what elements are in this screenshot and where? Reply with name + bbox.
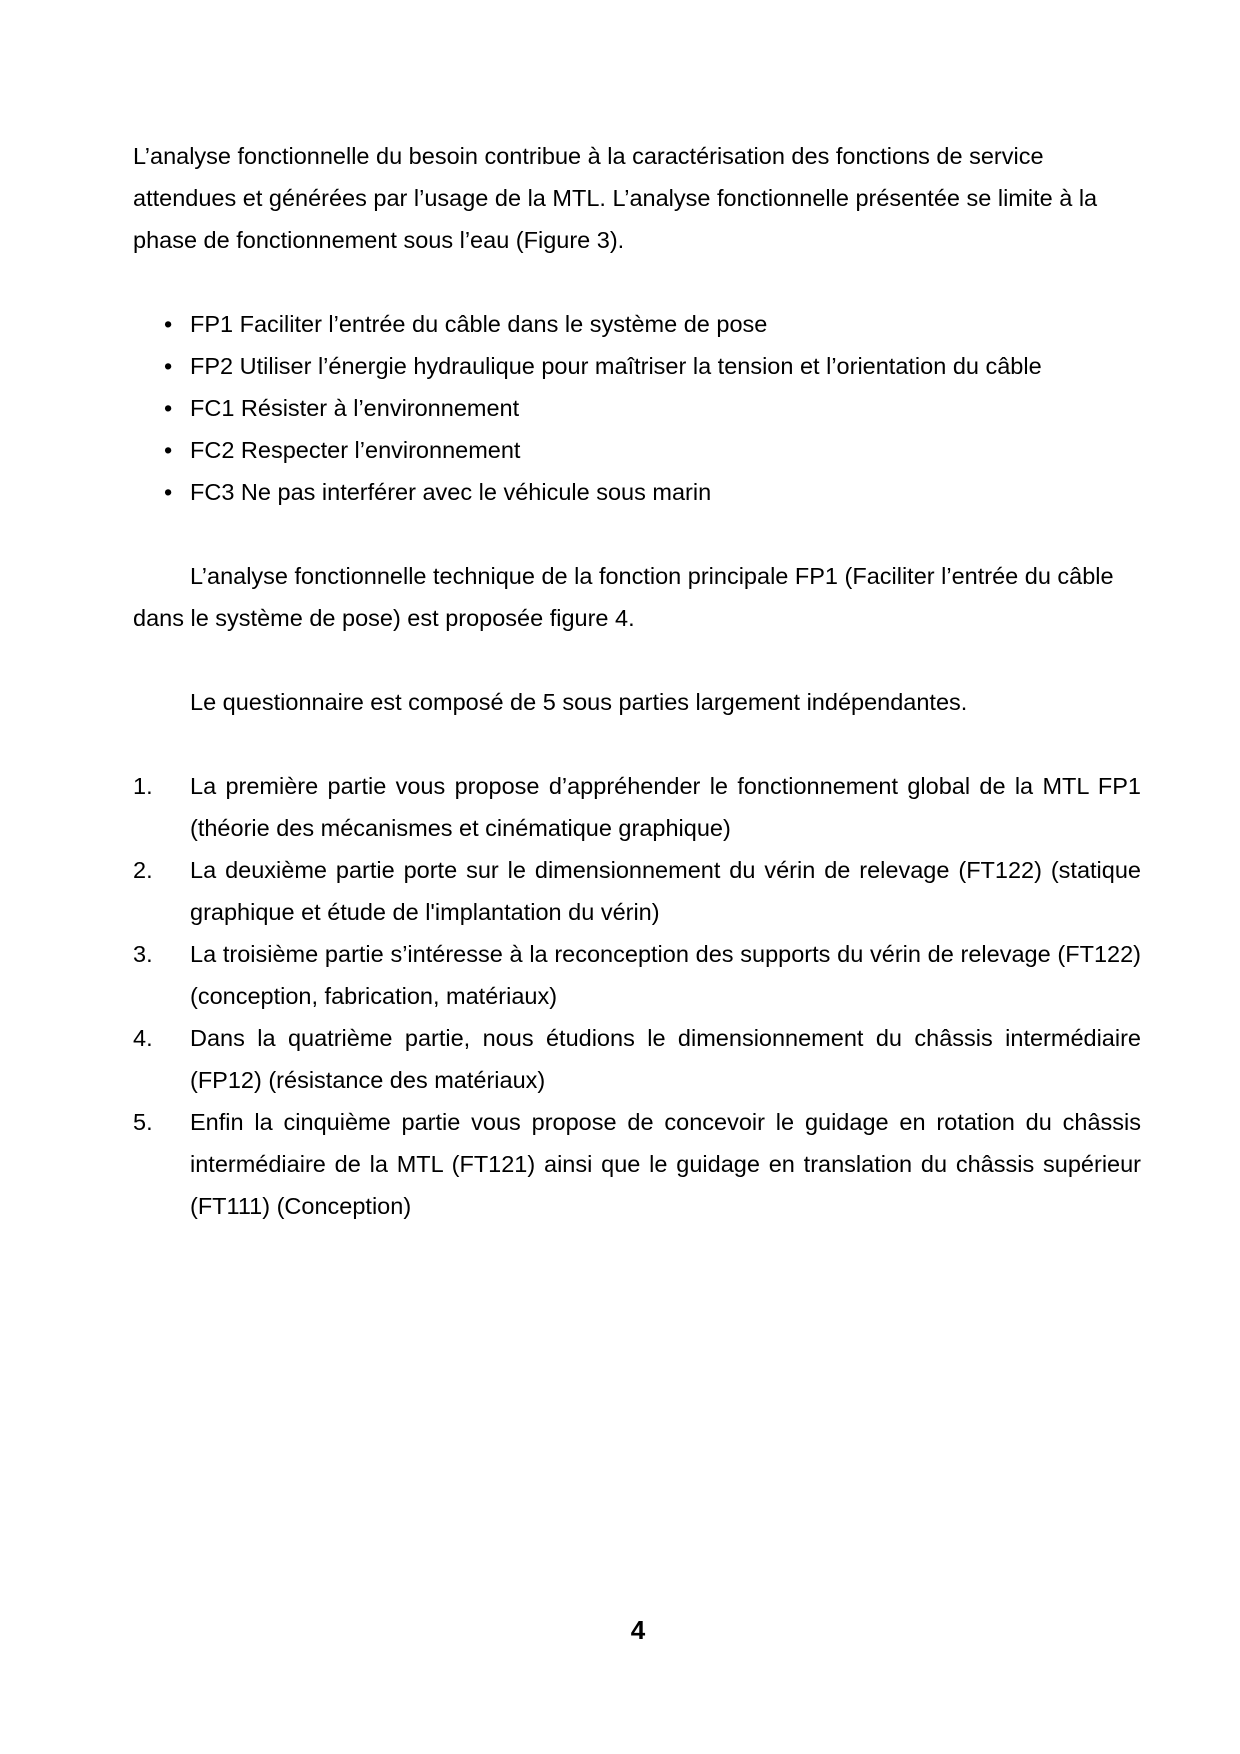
bullet-icon: • [164,479,173,505]
part-text: La deuxième partie porte sur le dimensionnement du vérin de relevage (FT122) (statique graphique et étude de l'implantation du vérin) [190,857,1141,925]
technical-analysis-paragraph: L’analyse fonctionnelle technique de la fonction principale FP1 (Faciliter l’entrée du câble dans le système de pose) est proposée figure 4. [133,563,1114,631]
function-text: FC1 Résister à l’environnement [190,395,520,421]
part-text: La première partie vous propose d’appréhender le fonctionnement global de la MTL FP1 (théorie des mécanismes et cinématique graphique) [190,773,1141,841]
bullet-icon: • [164,311,173,337]
function-text: FP2 Utiliser l’énergie hydraulique pour maîtriser la tension et l’orientation du câble [190,353,1042,379]
page-body [133,135,1141,1227]
list-item [133,429,1141,471]
list-item [133,1017,1141,1101]
list-item [133,849,1141,933]
function-list [133,303,1141,513]
part-number: 2. [133,857,153,883]
bullet-icon: • [164,437,173,463]
part-number: 4. [133,1025,153,1051]
list-item [133,345,1141,387]
list-item [133,765,1141,849]
part-number: 1. [133,773,153,799]
list-item [133,387,1141,429]
part-number: 3. [133,941,153,967]
questionnaire-intro: Le questionnaire est composé de 5 sous parties largement indépendantes. [190,689,968,715]
list-item [133,1101,1141,1227]
bullet-icon: • [164,353,173,379]
function-text: FC2 Respecter l’environnement [190,437,521,463]
part-text: La troisième partie s’intéresse à la reconception des supports du vérin de relevage (FT122) (conception, fabrication, matériaux) [190,941,1141,1009]
page-number: 4 [630,1615,646,1645]
function-text: FC3 Ne pas interférer avec le véhicule sous marin [190,479,712,505]
function-text: FP1 Faciliter l’entrée du câble dans le système de pose [190,311,768,337]
parts-list [133,765,1141,1227]
part-text: Dans la quatrième partie, nous étudions le dimensionnement du châssis intermédiaire (FP12) (résistance des matériaux) [190,1025,1141,1093]
list-item [133,471,1141,513]
part-number: 5. [133,1109,153,1135]
bullet-icon: • [164,395,173,421]
intro-paragraph: L’analyse fonctionnelle du besoin contribue à la caractérisation des fonctions de service attendues et générées par l’usage de la MTL. L’analyse fonctionnelle présentée se limite à la phase de fonctionnement sous l’eau (Figure 3). [133,143,1098,253]
list-item [133,303,1141,345]
part-text: Enfin la cinquième partie vous propose de concevoir le guidage en rotation du châssis intermédiaire de la MTL (FT121) ainsi que le guidage en translation du châssis supérieur (FT111) (Conception) [190,1109,1141,1219]
list-item [133,933,1141,1017]
